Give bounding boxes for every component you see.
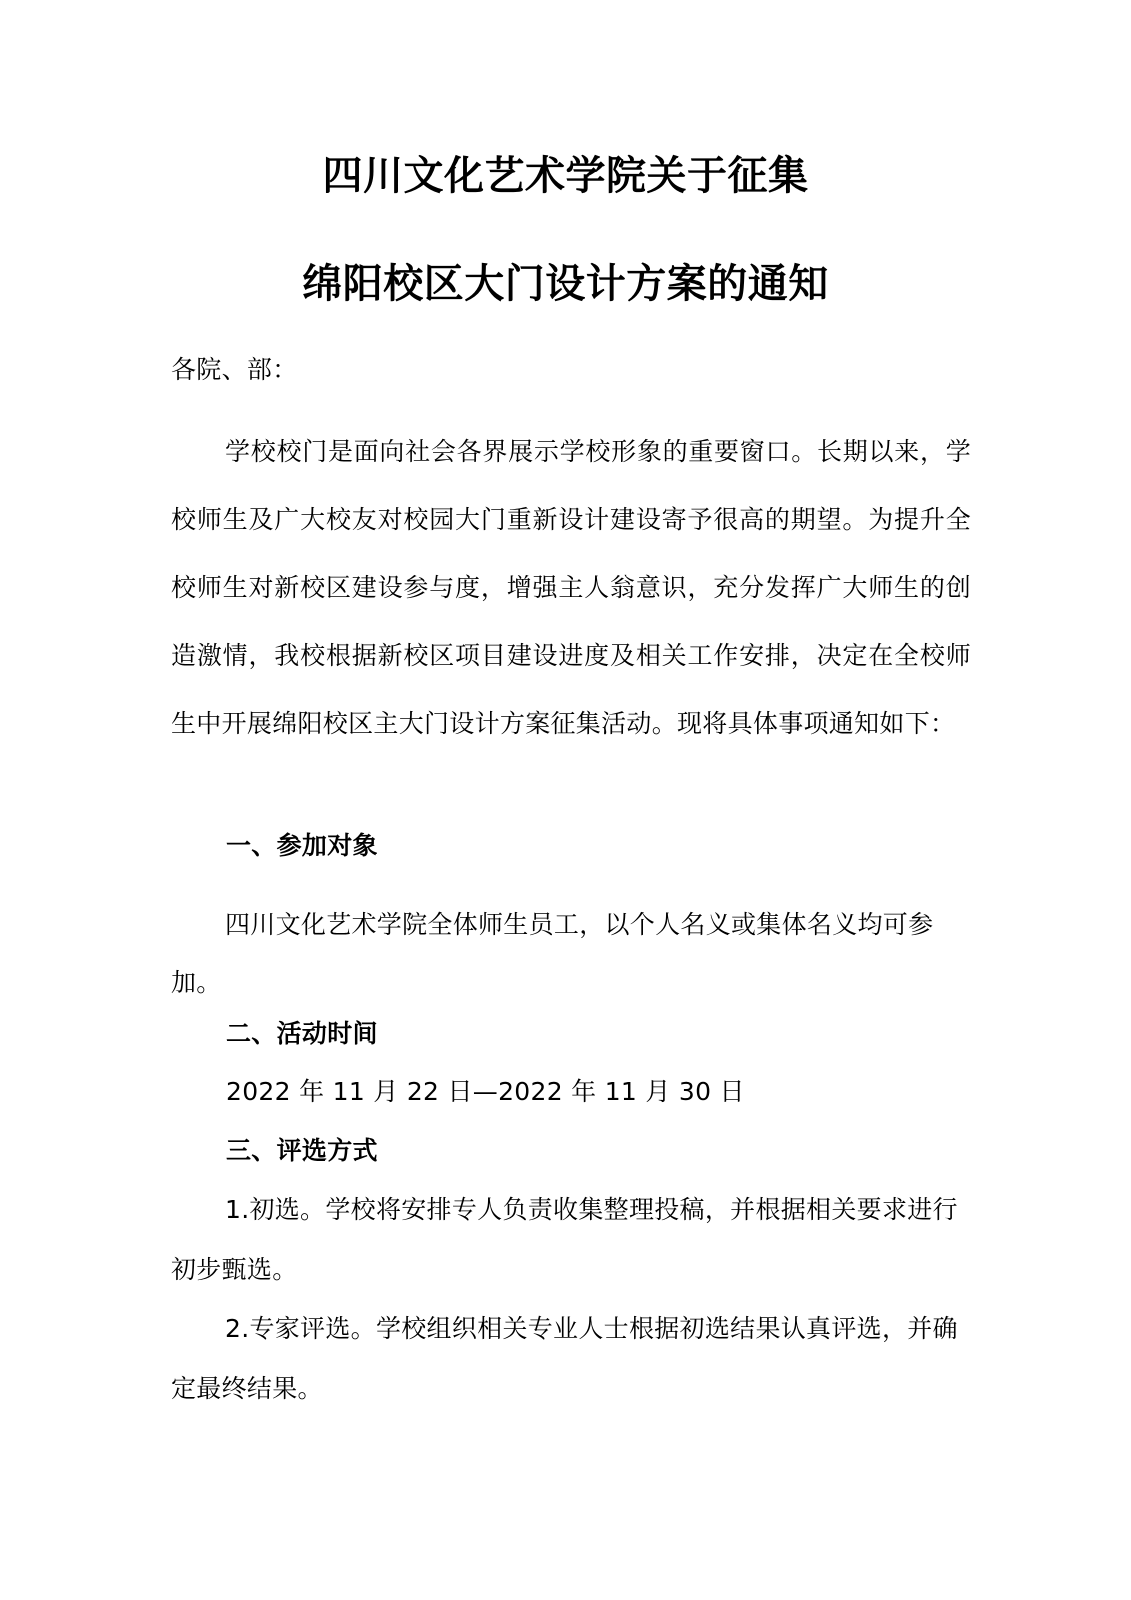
section-2-date-range: 2022 年 11 月 22 日—2022 年 11 月 30 日 (226, 1077, 745, 1106)
section-3-item-1: 1.初选。学校将安排专人负责收集整理投稿，并根据相关要求进行初步甄选。 (171, 1195, 958, 1284)
section-3-item-2: 2.专家评选。学校组织相关专业人士根据初选结果认真评选，并确定最终结果。 (171, 1314, 958, 1403)
section-1-heading: 一、参加对象 (226, 831, 378, 860)
intro-paragraph: 学校校门是面向社会各界展示学校形象的重要窗口。长期以来，学校师生及广大校友对校园大门重新设计建设寄予很高的期望。为提升全校师生对新校区建设参与度，增强主人翁意识，充分发挥广大师生的创造激情，我校根据新校区项目建设进度及相关工作安排，决定在全校师生中开展绵阳校区主大门设计方案征集活动。现将具体事项通知如下： (171, 437, 971, 738)
section-1-text: 四川文化艺术学院全体师生员工，以个人名义或集体名义均可参加。 (171, 910, 934, 997)
salutation: 各院、部： (171, 355, 298, 384)
section-3-heading: 三、评选方式 (226, 1136, 378, 1165)
document-title-line-2: 绵阳校区大门设计方案的通知 (302, 261, 829, 307)
section-2-heading: 二、活动时间 (226, 1019, 378, 1048)
document-title-line-1: 四川文化艺术学院关于征集 (322, 153, 809, 199)
